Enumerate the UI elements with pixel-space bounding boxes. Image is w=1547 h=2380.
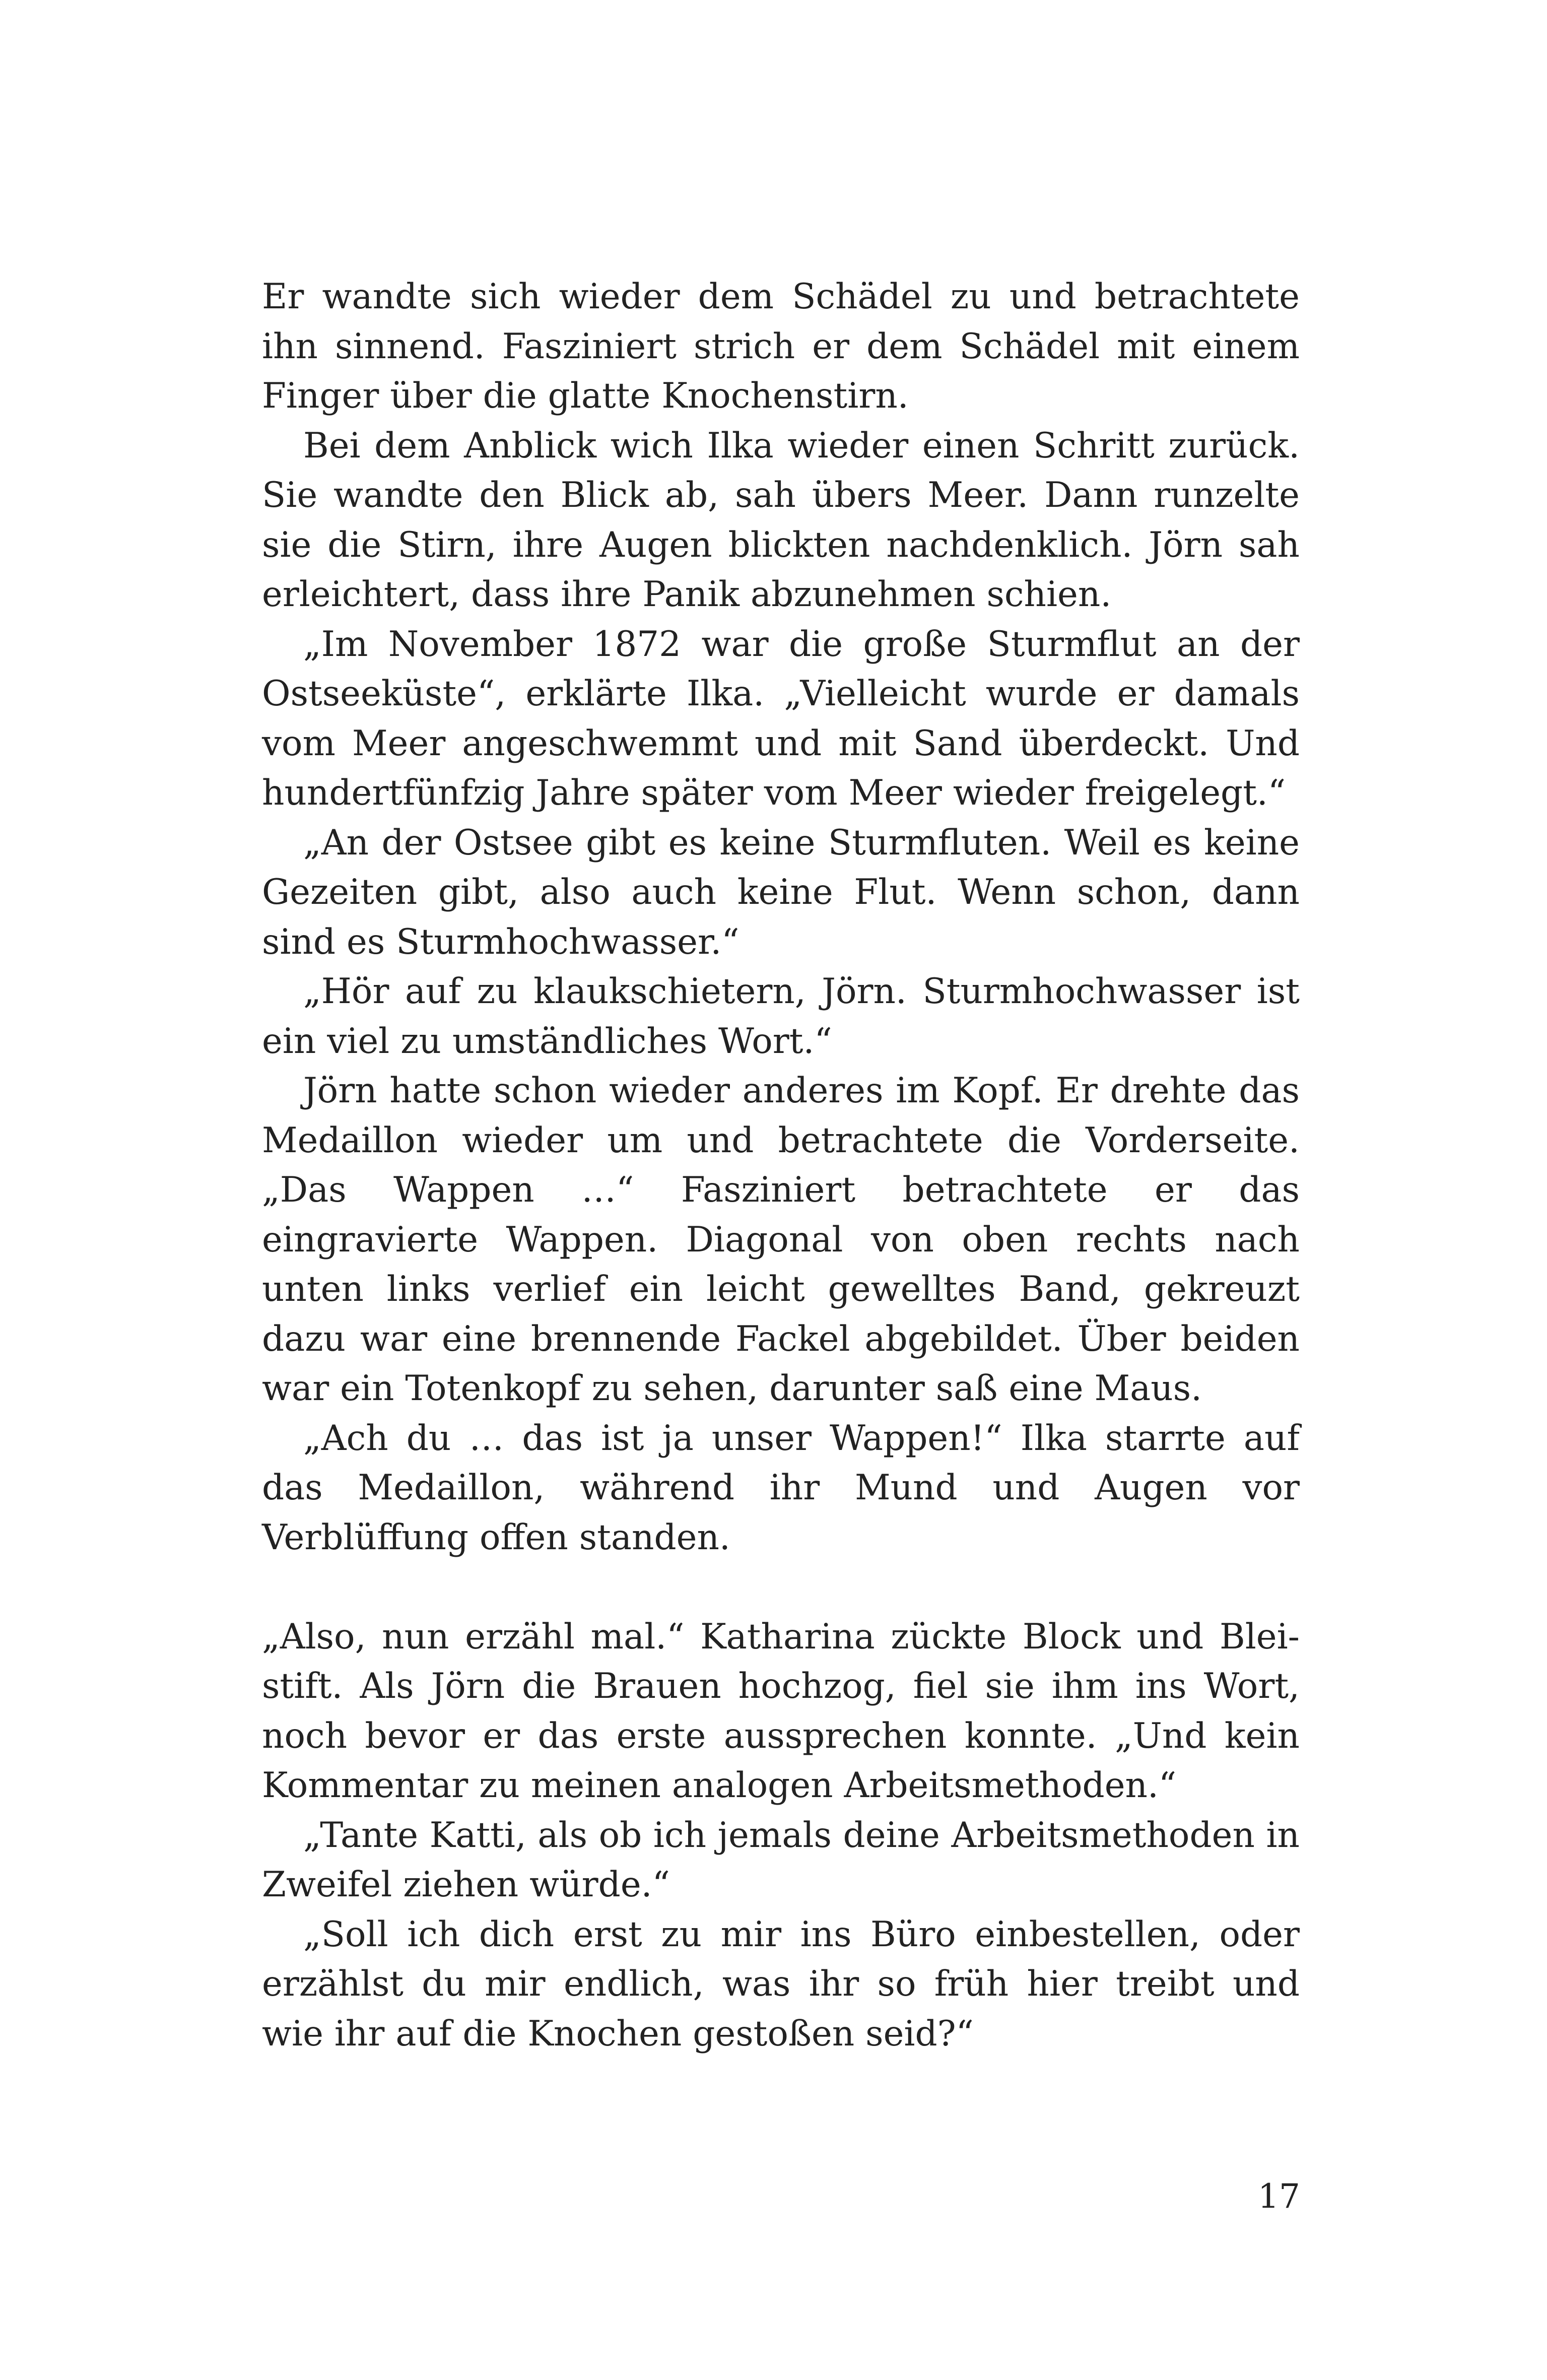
paragraph: „Ach du … das ist ja unser Wappen!“ Ilka starrte auf das Medaillon, während ihr Mund und Augen vor Verblüffung offen standen. bbox=[262, 1418, 1300, 1558]
paragraph: „Also, nun erzähl mal.“ Katharina zückte Block und Bleistift. Als Jörn die Brauen hochzog, fiel sie ihm ins Wort, noch bevor er das erste aussprechen konnte. „Und kein Kommentar zu meinen analogen Arbeitsmethoden.“ bbox=[262, 1616, 1300, 1806]
paragraph: Bei dem Anblick wich Ilka wieder einen Schritt zurück. Sie wandte den Blick ab, sah übers Meer. Dann runzelte sie die Stirn, ihre Augen blickten nachdenklich. Jörn sah erleichtert, dass ihre Panik abzunehmen schien. bbox=[262, 425, 1300, 615]
paragraph: „Tante Katti, als ob ich jemals deine Arbeitsmethoden in Zweifel ziehen würde.“ bbox=[262, 1815, 1300, 1905]
page-number: 17 bbox=[1258, 2177, 1300, 2216]
book-page-text bbox=[262, 272, 1300, 2059]
paragraph: „Im November 1872 war die große Sturmflut an der Ostseeküste“, erklärte Ilka. „Vielleicht wurde er damals vom Meer angeschwemmt und mit Sand überdeckt. Und hundertfünfzig Jahre später vom Meer wieder freigelegt.“ bbox=[262, 624, 1300, 813]
paragraph: Jörn hatte schon wieder anderes im Kopf. Er drehte das Medaillon wieder um und betrachtete die Vorderseite. „Das Wappen …“ Fasziniert betrachtete er das eingravierte Wappen. Diagonal von oben rechts nach unten links verlief ein leicht gewelltes Band, gekreuzt dazu war eine brennende Fackel abgebildet. Über beiden war ein Totenkopf zu sehen, darunter saß eine Maus. bbox=[262, 1071, 1300, 1409]
paragraph: „Soll ich dich erst zu mir ins Büro einbestellen, oder erzählst du mir endlich, was ihr so früh hier treibt und wie ihr auf die Knochen gestoßen seid?“ bbox=[262, 1914, 1300, 2054]
paragraph: „Hör auf zu klaukschietern, Jörn. Sturmhochwasser ist ein viel zu umständliches Wort.“ bbox=[262, 971, 1300, 1062]
scene-break bbox=[262, 1562, 1300, 1612]
paragraph: Er wandte sich wieder dem Schädel zu und betrachtete ihn sinnend. Fasziniert strich er dem Schädel mit einem Finger über die glatte Knochenstirn. bbox=[262, 277, 1300, 416]
paragraph: „An der Ostsee gibt es keine Sturmfluten. Weil es keine Gezeiten gibt, also auch keine Flut. Wenn schon, dann sind es Sturmhochwasser.“ bbox=[262, 822, 1300, 962]
